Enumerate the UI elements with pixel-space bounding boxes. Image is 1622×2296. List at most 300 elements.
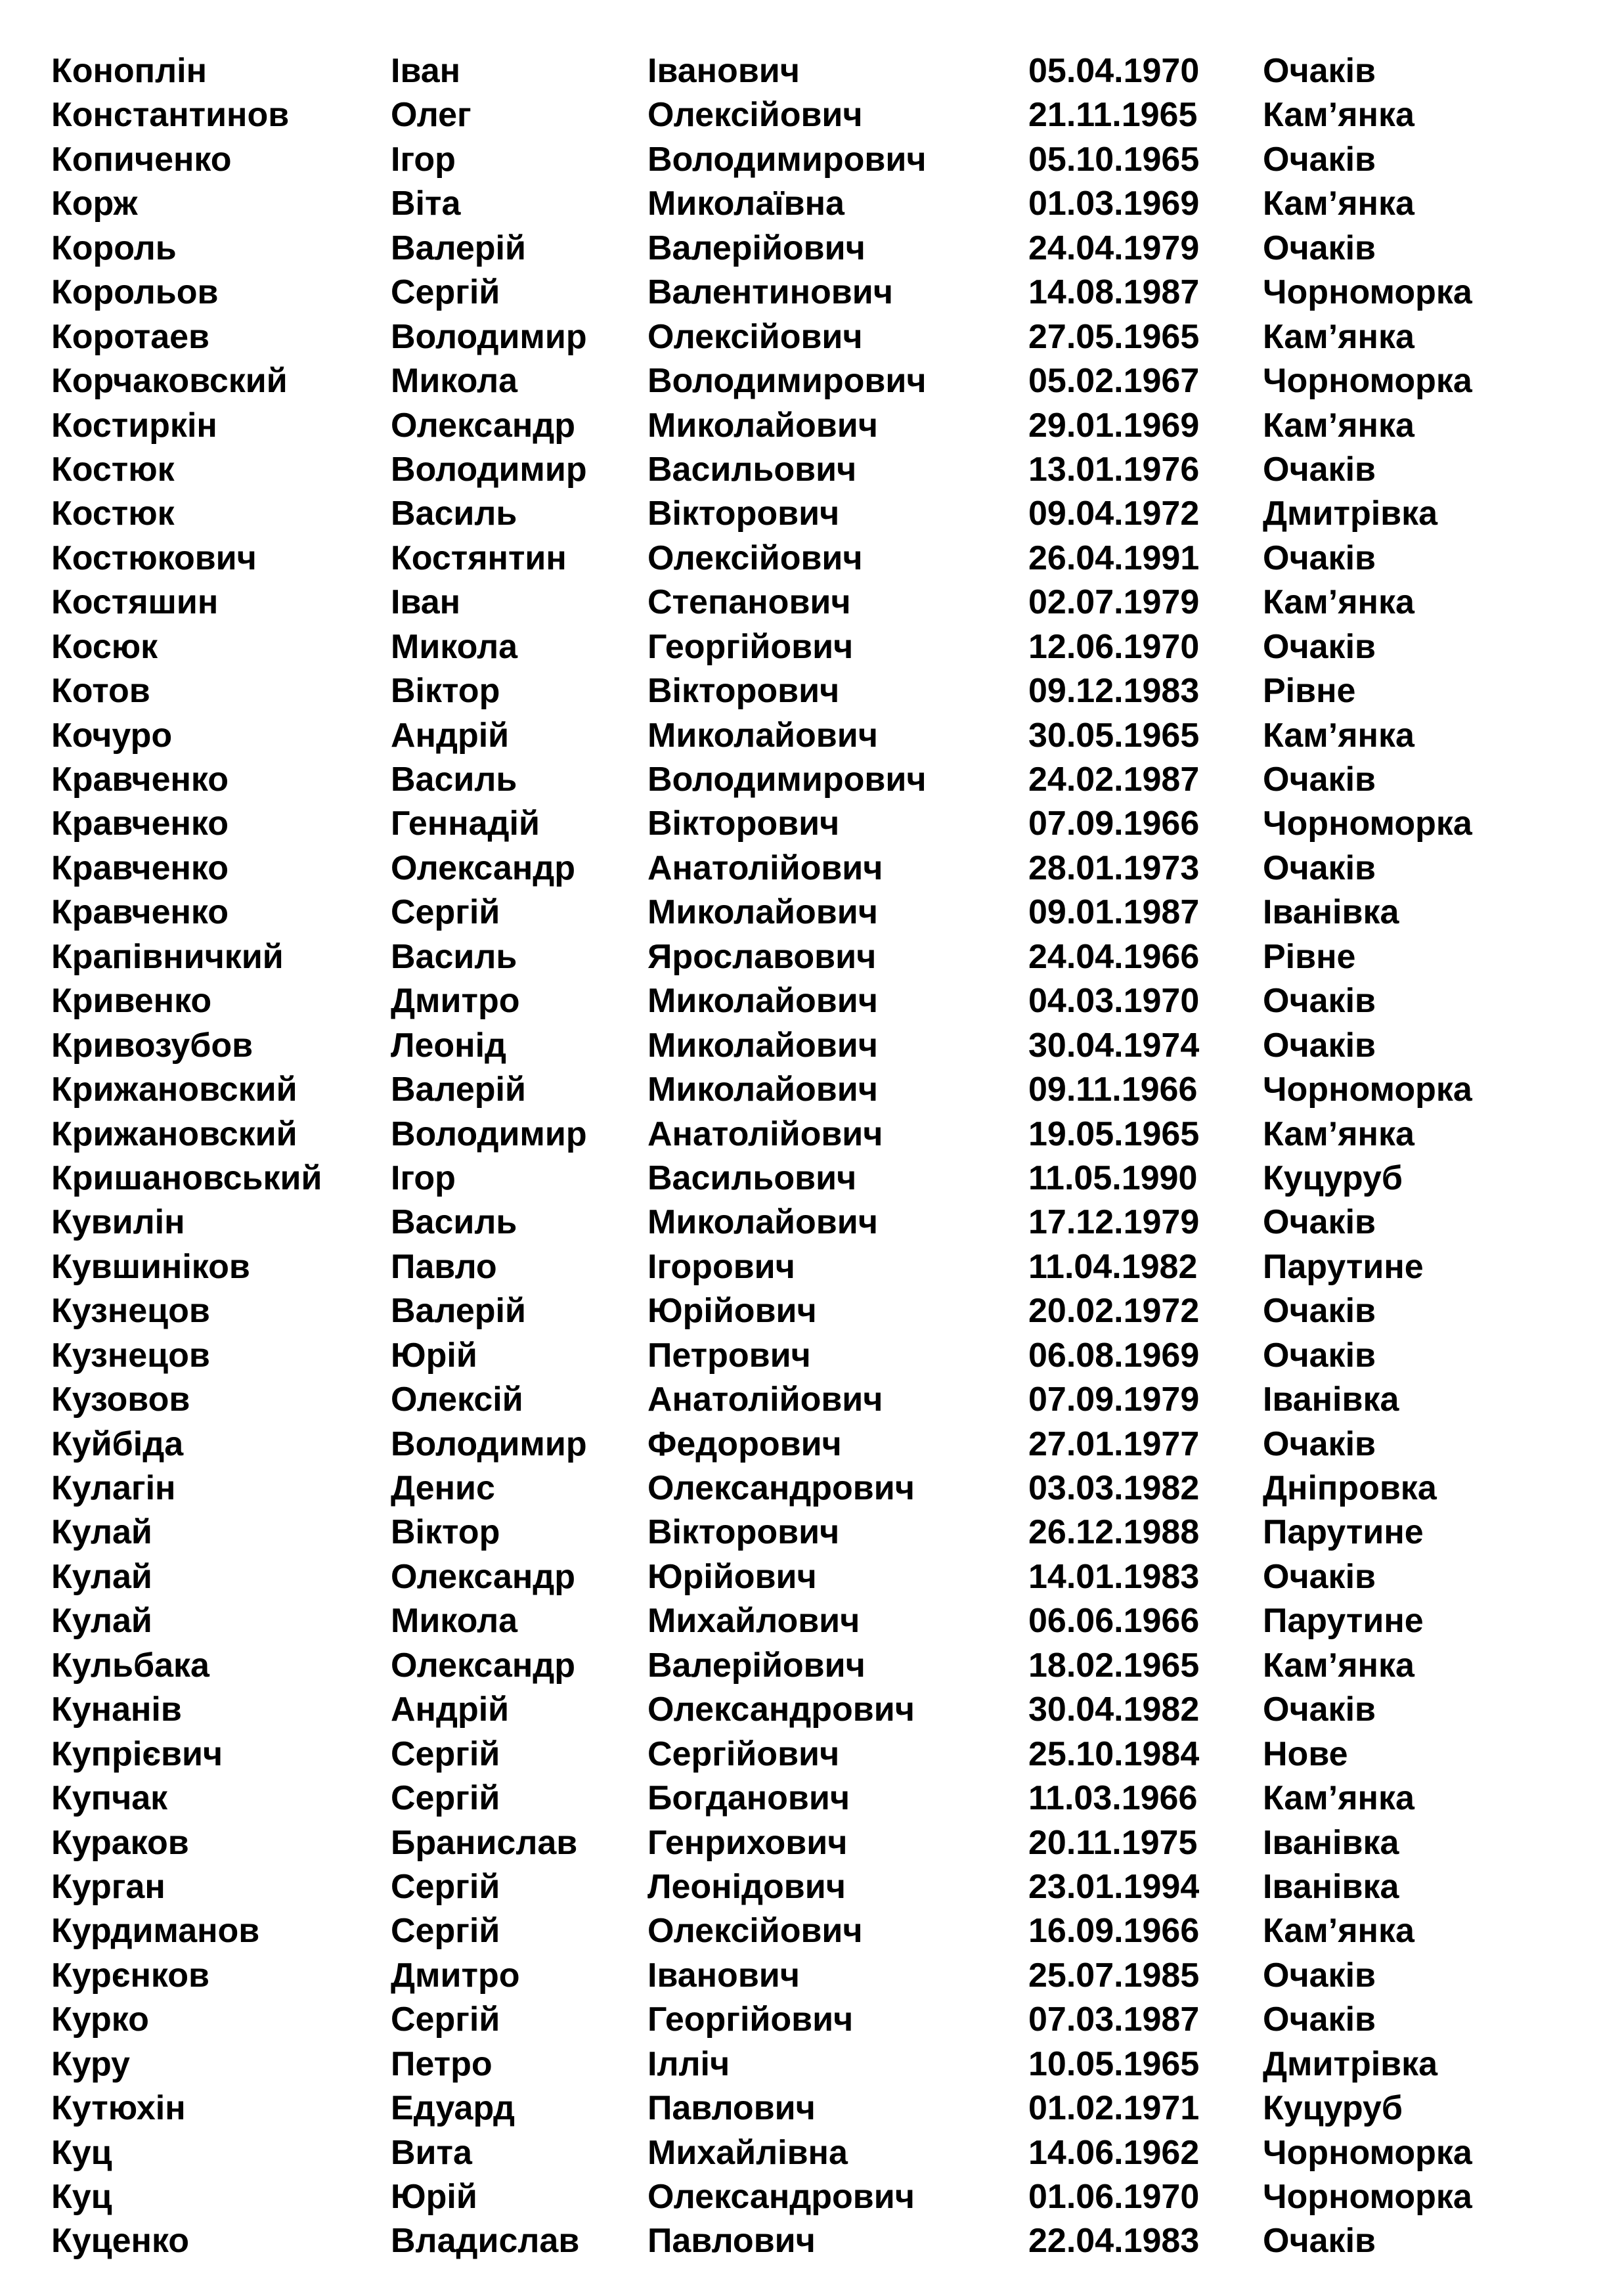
- place-cell: Парутине: [1263, 1247, 1424, 1286]
- place-cell: Дмитрівка: [1263, 495, 1438, 533]
- place-cell: Очаків: [1263, 1292, 1376, 1331]
- place-cell: Очаків: [1263, 229, 1376, 267]
- first-name-cell: Василь: [391, 495, 517, 533]
- surname-cell: Крапівничкий: [51, 937, 284, 976]
- list-row: [51, 714, 1581, 758]
- birth-date-cell: 23.01.1994: [1028, 1867, 1200, 1906]
- surname-cell: Курєнков: [51, 1956, 209, 1995]
- list-row: [51, 2175, 1581, 2219]
- surname-cell: Курко: [51, 2000, 149, 2039]
- patronymic-cell: Павлович: [647, 2222, 816, 2261]
- list-row: [51, 1821, 1581, 1865]
- surname-cell: Костиркін: [51, 406, 217, 445]
- birth-date-cell: 04.03.1970: [1028, 982, 1200, 1021]
- list-row: [51, 758, 1581, 802]
- birth-date-cell: 05.04.1970: [1028, 52, 1200, 90]
- first-name-cell: Сергій: [391, 1867, 500, 1906]
- surname-cell: Копиченко: [51, 140, 232, 179]
- surname-cell: Купчак: [51, 1779, 168, 1818]
- first-name-cell: Сергій: [391, 273, 500, 312]
- place-cell: Іванівка: [1263, 1823, 1399, 1862]
- patronymic-cell: Ігорович: [647, 1247, 795, 1286]
- place-cell: Кам’янка: [1263, 1646, 1414, 1685]
- place-cell: Очаків: [1263, 450, 1376, 489]
- list-row: [51, 1157, 1581, 1201]
- surname-cell: Корольов: [51, 273, 219, 312]
- first-name-cell: Павло: [391, 1247, 497, 1286]
- list-row: [51, 492, 1581, 536]
- first-name-cell: Микола: [391, 627, 518, 666]
- surname-cell: Константинов: [51, 96, 290, 135]
- patronymic-cell: Вікторович: [647, 495, 840, 533]
- place-cell: Нове: [1263, 1734, 1348, 1773]
- first-name-cell: Валерій: [391, 229, 526, 267]
- surname-cell: Коноплін: [51, 52, 207, 90]
- first-name-cell: Валерій: [391, 1292, 526, 1331]
- birth-date-cell: 21.11.1965: [1028, 96, 1198, 135]
- first-name-cell: Іван: [391, 52, 461, 90]
- first-name-cell: Володимир: [391, 450, 587, 489]
- place-cell: Очаків: [1263, 1956, 1376, 1995]
- place-cell: Очаків: [1263, 2222, 1376, 2261]
- patronymic-cell: Вікторович: [647, 805, 840, 843]
- list-row: [51, 1201, 1581, 1245]
- surname-cell: Кувилін: [51, 1203, 185, 1242]
- first-name-cell: Микола: [391, 1602, 518, 1641]
- list-row: [51, 1555, 1581, 1599]
- surname-cell: Кулагін: [51, 1469, 176, 1507]
- first-name-cell: Денис: [391, 1469, 495, 1507]
- first-name-cell: Олександр: [391, 406, 576, 445]
- surname-cell: Кравченко: [51, 849, 229, 887]
- surname-cell: Крижановский: [51, 1071, 297, 1109]
- patronymic-cell: Михайлівна: [647, 2133, 848, 2172]
- place-cell: Кам’янка: [1263, 1912, 1414, 1951]
- surname-cell: Купрієвич: [51, 1734, 223, 1773]
- patronymic-cell: Миколайович: [647, 716, 878, 755]
- first-name-cell: Сергій: [391, 893, 500, 932]
- birth-date-cell: 11.03.1966: [1028, 1779, 1198, 1818]
- first-name-cell: Олександр: [391, 1646, 576, 1685]
- place-cell: Очаків: [1263, 539, 1376, 577]
- birth-date-cell: 05.02.1967: [1028, 362, 1200, 401]
- place-cell: Рівне: [1263, 937, 1356, 976]
- patronymic-cell: Миколайович: [647, 1071, 878, 1109]
- surname-cell: Кулай: [51, 1602, 152, 1641]
- place-cell: Чорноморка: [1263, 805, 1472, 843]
- place-cell: Очаків: [1263, 1557, 1376, 1596]
- patronymic-cell: Олександрович: [647, 1690, 915, 1729]
- birth-date-cell: 24.04.1966: [1028, 937, 1200, 976]
- surname-cell: Костяшин: [51, 583, 219, 622]
- patronymic-cell: Олексійович: [647, 539, 863, 577]
- place-cell: Кам’янка: [1263, 96, 1414, 135]
- birth-date-cell: 06.06.1966: [1028, 1602, 1200, 1641]
- patronymic-cell: Володимирович: [647, 362, 927, 401]
- first-name-cell: Іван: [391, 583, 461, 622]
- list-row: [51, 49, 1581, 93]
- first-name-cell: Ігор: [391, 140, 456, 179]
- first-name-cell: Владислав: [391, 2222, 580, 2261]
- list-row: [51, 1289, 1581, 1333]
- surname-cell: Куйбіда: [51, 1424, 184, 1463]
- list-row: [51, 1334, 1581, 1378]
- list-row: [51, 93, 1581, 137]
- patronymic-cell: Валерійович: [647, 229, 866, 267]
- birth-date-cell: 20.02.1972: [1028, 1292, 1200, 1331]
- first-name-cell: Олександр: [391, 849, 576, 887]
- birth-date-cell: 22.04.1983: [1028, 2222, 1200, 2261]
- surname-cell: Кулай: [51, 1557, 152, 1596]
- patronymic-cell: Олексійович: [647, 96, 863, 135]
- list-row: [51, 537, 1581, 581]
- place-cell: Дніпровка: [1263, 1469, 1437, 1507]
- surname-cell: Косюк: [51, 627, 158, 666]
- birth-date-cell: 24.02.1987: [1028, 761, 1200, 799]
- surname-cell: Курдиманов: [51, 1912, 260, 1951]
- list-row: [51, 1777, 1581, 1821]
- patronymic-cell: Миколаївна: [647, 185, 844, 223]
- first-name-cell: Віта: [391, 185, 461, 223]
- list-row: [51, 1423, 1581, 1467]
- place-cell: Кам’янка: [1263, 583, 1414, 622]
- first-name-cell: Дмитро: [391, 1956, 520, 1995]
- list-row: [51, 2086, 1581, 2130]
- birth-date-cell: 05.10.1965: [1028, 140, 1200, 179]
- list-row: [51, 625, 1581, 669]
- birth-date-cell: 06.08.1969: [1028, 1336, 1200, 1375]
- patronymic-cell: Миколайович: [647, 982, 878, 1021]
- birth-date-cell: 11.04.1982: [1028, 1247, 1198, 1286]
- patronymic-cell: Сергійович: [647, 1734, 840, 1773]
- list-row: [51, 1865, 1581, 1909]
- list-row: [51, 979, 1581, 1023]
- patronymic-cell: Степанович: [647, 583, 851, 622]
- place-cell: Кам’янка: [1263, 1115, 1414, 1153]
- first-name-cell: Леонід: [391, 1026, 507, 1065]
- first-name-cell: Сергій: [391, 1734, 500, 1773]
- patronymic-cell: Генрихович: [647, 1823, 848, 1862]
- patronymic-cell: Вікторович: [647, 1513, 840, 1552]
- place-cell: Парутине: [1263, 1602, 1424, 1641]
- patronymic-cell: Федорович: [647, 1424, 842, 1463]
- place-cell: Іванівка: [1263, 1867, 1399, 1906]
- birth-date-cell: 30.05.1965: [1028, 716, 1200, 755]
- birth-date-cell: 14.01.1983: [1028, 1557, 1200, 1596]
- birth-date-cell: 17.12.1979: [1028, 1203, 1200, 1242]
- patronymic-cell: Васильович: [647, 450, 857, 489]
- list-row: [51, 1378, 1581, 1422]
- first-name-cell: Юрій: [391, 2178, 477, 2216]
- first-name-cell: Вита: [391, 2133, 472, 2172]
- surname-cell: Кувшиніков: [51, 1247, 250, 1286]
- surname-cell: Куц: [51, 2178, 112, 2216]
- place-cell: Очаків: [1263, 1424, 1376, 1463]
- list-row: [51, 138, 1581, 182]
- list-row: [51, 669, 1581, 713]
- first-name-cell: Сергій: [391, 2000, 500, 2039]
- list-row: [51, 182, 1581, 226]
- patronymic-cell: Юрійович: [647, 1557, 817, 1596]
- patronymic-cell: Анатолійович: [647, 1380, 883, 1419]
- birth-date-cell: 09.11.1966: [1028, 1071, 1198, 1109]
- patronymic-cell: Миколайович: [647, 1203, 878, 1242]
- first-name-cell: Сергій: [391, 1779, 500, 1818]
- place-cell: Кам’янка: [1263, 716, 1414, 755]
- surname-cell: Костюк: [51, 495, 175, 533]
- birth-date-cell: 27.05.1965: [1028, 317, 1200, 356]
- birth-date-cell: 01.02.1971: [1028, 2089, 1200, 2128]
- patronymic-cell: Олександрович: [647, 1469, 915, 1507]
- birth-date-cell: 27.01.1977: [1028, 1424, 1200, 1463]
- surname-cell: Кульбака: [51, 1646, 209, 1685]
- list-row: [51, 1245, 1581, 1289]
- patronymic-cell: Валентинович: [647, 273, 893, 312]
- surname-cell: Корж: [51, 185, 138, 223]
- birth-date-cell: 09.12.1983: [1028, 672, 1200, 711]
- patronymic-cell: Ілліч: [647, 2044, 730, 2083]
- surname-cell: Кулай: [51, 1513, 152, 1552]
- place-cell: Чорноморка: [1263, 1071, 1472, 1109]
- list-row: [51, 847, 1581, 891]
- first-name-cell: Віктор: [391, 672, 500, 711]
- patronymic-cell: Анатолійович: [647, 849, 883, 887]
- patronymic-cell: Олександрович: [647, 2178, 915, 2216]
- birth-date-cell: 01.03.1969: [1028, 185, 1200, 223]
- list-row: [51, 1644, 1581, 1688]
- surname-cell: Кривенко: [51, 982, 212, 1021]
- patronymic-cell: Іванович: [647, 52, 800, 90]
- list-row: [51, 1688, 1581, 1732]
- birth-date-cell: 07.03.1987: [1028, 2000, 1200, 2039]
- patronymic-cell: Володимирович: [647, 761, 927, 799]
- birth-date-cell: 24.04.1979: [1028, 229, 1200, 267]
- place-cell: Чорноморка: [1263, 362, 1472, 401]
- patronymic-cell: Георгійович: [647, 627, 854, 666]
- place-cell: Чорноморка: [1263, 273, 1472, 312]
- birth-date-cell: 25.10.1984: [1028, 1734, 1200, 1773]
- first-name-cell: Володимир: [391, 1424, 587, 1463]
- patronymic-cell: Миколайович: [647, 893, 878, 932]
- birth-date-cell: 12.06.1970: [1028, 627, 1200, 666]
- list-row: [51, 1113, 1581, 1157]
- first-name-cell: Василь: [391, 1203, 517, 1242]
- list-row: [51, 1954, 1581, 1998]
- surname-cell: Кравченко: [51, 893, 229, 932]
- first-name-cell: Віктор: [391, 1513, 500, 1552]
- place-cell: Кам’янка: [1263, 317, 1414, 356]
- birth-date-cell: 01.06.1970: [1028, 2178, 1200, 2216]
- list-row: [51, 227, 1581, 271]
- birth-date-cell: 30.04.1982: [1028, 1690, 1200, 1729]
- person-list: [51, 49, 1581, 2264]
- list-row: [51, 1998, 1581, 2042]
- list-row: [51, 802, 1581, 846]
- surname-cell: Кузовов: [51, 1380, 190, 1419]
- place-cell: Очаків: [1263, 761, 1376, 799]
- place-cell: Очаків: [1263, 140, 1376, 179]
- birth-date-cell: 18.02.1965: [1028, 1646, 1200, 1685]
- surname-cell: Костюк: [51, 450, 175, 489]
- birth-date-cell: 09.04.1972: [1028, 495, 1200, 533]
- patronymic-cell: Олексійович: [647, 317, 863, 356]
- birth-date-cell: 26.12.1988: [1028, 1513, 1200, 1552]
- list-row: [51, 448, 1581, 492]
- surname-cell: Куру: [51, 2044, 130, 2083]
- patronymic-cell: Леонідович: [647, 1867, 846, 1906]
- birth-date-cell: 28.01.1973: [1028, 849, 1200, 887]
- list-row: [51, 1909, 1581, 1953]
- patronymic-cell: Петрович: [647, 1336, 811, 1375]
- place-cell: Очаків: [1263, 1336, 1376, 1375]
- first-name-cell: Василь: [391, 761, 517, 799]
- birth-date-cell: 10.05.1965: [1028, 2044, 1200, 2083]
- first-name-cell: Володимир: [391, 1115, 587, 1153]
- birth-date-cell: 07.09.1979: [1028, 1380, 1200, 1419]
- birth-date-cell: 19.05.1965: [1028, 1115, 1200, 1153]
- list-row: [51, 2219, 1581, 2263]
- first-name-cell: Петро: [391, 2044, 493, 2083]
- first-name-cell: Андрій: [391, 716, 510, 755]
- list-row: [51, 1024, 1581, 1068]
- place-cell: Куцуруб: [1263, 2089, 1403, 2128]
- place-cell: Іванівка: [1263, 1380, 1399, 1419]
- place-cell: Очаків: [1263, 982, 1376, 1021]
- place-cell: Очаків: [1263, 1690, 1376, 1729]
- list-row: [51, 2042, 1581, 2086]
- surname-cell: Кравченко: [51, 761, 229, 799]
- place-cell: Іванівка: [1263, 893, 1399, 932]
- patronymic-cell: Богданович: [647, 1779, 850, 1818]
- surname-cell: Крижановский: [51, 1115, 297, 1153]
- place-cell: Чорноморка: [1263, 2133, 1472, 2172]
- first-name-cell: Дмитро: [391, 982, 520, 1021]
- place-cell: Очаків: [1263, 1026, 1376, 1065]
- birth-date-cell: 07.09.1966: [1028, 805, 1200, 843]
- patronymic-cell: Анатолійович: [647, 1115, 883, 1153]
- patronymic-cell: Вікторович: [647, 672, 840, 711]
- first-name-cell: Олексій: [391, 1380, 523, 1419]
- patronymic-cell: Миколайович: [647, 1026, 878, 1065]
- birth-date-cell: 14.08.1987: [1028, 273, 1200, 312]
- birth-date-cell: 02.07.1979: [1028, 583, 1200, 622]
- list-row: [51, 1467, 1581, 1511]
- patronymic-cell: Іванович: [647, 1956, 800, 1995]
- surname-cell: Кураков: [51, 1823, 189, 1862]
- place-cell: Кам’янка: [1263, 406, 1414, 445]
- surname-cell: Кривозубов: [51, 1026, 253, 1065]
- patronymic-cell: Георгійович: [647, 2000, 854, 2039]
- place-cell: Рівне: [1263, 672, 1356, 711]
- patronymic-cell: Васильович: [647, 1159, 857, 1197]
- place-cell: Чорноморка: [1263, 2178, 1472, 2216]
- place-cell: Куцуруб: [1263, 1159, 1403, 1197]
- surname-cell: Куц: [51, 2133, 112, 2172]
- birth-date-cell: 14.06.1962: [1028, 2133, 1200, 2172]
- list-row: [51, 581, 1581, 625]
- place-cell: Очаків: [1263, 1203, 1376, 1242]
- birth-date-cell: 03.03.1982: [1028, 1469, 1200, 1507]
- place-cell: Очаків: [1263, 627, 1376, 666]
- patronymic-cell: Миколайович: [647, 406, 878, 445]
- birth-date-cell: 11.05.1990: [1028, 1159, 1198, 1197]
- surname-cell: Коротаев: [51, 317, 210, 356]
- first-name-cell: Валерій: [391, 1071, 526, 1109]
- first-name-cell: Костянтин: [391, 539, 567, 577]
- list-row: [51, 1068, 1581, 1112]
- list-row: [51, 1733, 1581, 1777]
- patronymic-cell: Олексійович: [647, 1912, 863, 1951]
- list-row: [51, 315, 1581, 359]
- patronymic-cell: Павлович: [647, 2089, 816, 2128]
- surname-cell: Куценко: [51, 2222, 190, 2261]
- first-name-cell: Володимир: [391, 317, 587, 356]
- first-name-cell: Василь: [391, 937, 517, 976]
- birth-date-cell: 16.09.1966: [1028, 1912, 1200, 1951]
- first-name-cell: Олександр: [391, 1557, 576, 1596]
- place-cell: Парутине: [1263, 1513, 1424, 1552]
- birth-date-cell: 30.04.1974: [1028, 1026, 1200, 1065]
- first-name-cell: Геннадій: [391, 805, 540, 843]
- list-row: [51, 891, 1581, 935]
- place-cell: Очаків: [1263, 52, 1376, 90]
- first-name-cell: Едуард: [391, 2089, 515, 2128]
- place-cell: Кам’янка: [1263, 185, 1414, 223]
- first-name-cell: Сергій: [391, 1912, 500, 1951]
- list-row: [51, 404, 1581, 448]
- place-cell: Дмитрівка: [1263, 2044, 1438, 2083]
- list-row: [51, 935, 1581, 979]
- place-cell: Кам’янка: [1263, 1779, 1414, 1818]
- surname-cell: Котов: [51, 672, 150, 711]
- birth-date-cell: 26.04.1991: [1028, 539, 1200, 577]
- first-name-cell: Олег: [391, 96, 471, 135]
- birth-date-cell: 09.01.1987: [1028, 893, 1200, 932]
- patronymic-cell: Ярославович: [647, 937, 877, 976]
- first-name-cell: Бранислав: [391, 1823, 578, 1862]
- surname-cell: Кравченко: [51, 805, 229, 843]
- surname-cell: Костюкович: [51, 539, 257, 577]
- list-row: [51, 271, 1581, 315]
- surname-cell: Кунанів: [51, 1690, 182, 1729]
- surname-cell: Корчаковский: [51, 362, 288, 401]
- list-row: [51, 2131, 1581, 2175]
- birth-date-cell: 25.07.1985: [1028, 1956, 1200, 1995]
- first-name-cell: Андрій: [391, 1690, 510, 1729]
- place-cell: Очаків: [1263, 2000, 1376, 2039]
- birth-date-cell: 29.01.1969: [1028, 406, 1200, 445]
- list-row: [51, 1599, 1581, 1643]
- surname-cell: Король: [51, 229, 177, 267]
- patronymic-cell: Юрійович: [647, 1292, 817, 1331]
- place-cell: Очаків: [1263, 849, 1376, 887]
- list-row: [51, 359, 1581, 403]
- surname-cell: Кутюхін: [51, 2089, 186, 2128]
- birth-date-cell: 20.11.1975: [1028, 1823, 1198, 1862]
- surname-cell: Кузнецов: [51, 1292, 210, 1331]
- first-name-cell: Микола: [391, 362, 518, 401]
- patronymic-cell: Валерійович: [647, 1646, 866, 1685]
- surname-cell: Кузнецов: [51, 1336, 210, 1375]
- first-name-cell: Ігор: [391, 1159, 456, 1197]
- surname-cell: Курган: [51, 1867, 165, 1906]
- first-name-cell: Юрій: [391, 1336, 477, 1375]
- patronymic-cell: Володимирович: [647, 140, 927, 179]
- patronymic-cell: Михайлович: [647, 1602, 860, 1641]
- surname-cell: Кочуро: [51, 716, 173, 755]
- list-row: [51, 1511, 1581, 1555]
- surname-cell: Кришановський: [51, 1159, 322, 1197]
